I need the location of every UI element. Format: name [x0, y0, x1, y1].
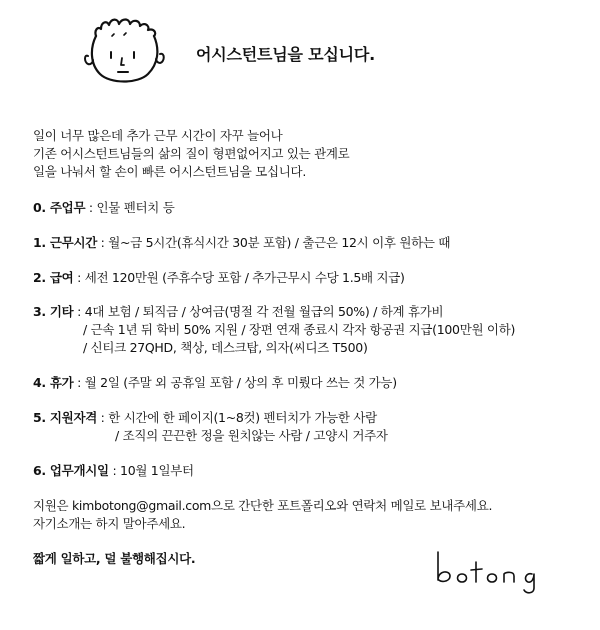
section-text: : 10월 1일부터	[108, 463, 194, 478]
intro-paragraph	[33, 127, 349, 181]
section-text: : 한 시간에 한 페이지(1~8컷) 펜터치가 가능한 사람	[97, 410, 377, 425]
section-text: : 4대 보험 / 퇴직금 / 상여금(명절 각 전월 월급의 50%) / 하계 휴가비	[73, 304, 444, 319]
apply-line: 자기소개는 하지 말아주세요.	[33, 516, 186, 531]
section-qualifications-continuation: / 조직의 끈끈한 정을 원치않는 사람 / 고양시 거주자	[115, 428, 388, 443]
intro-line: 일이 너무 많은데 추가 근무 시간이 자꾸 늘어나	[33, 128, 283, 143]
section-label: 6. 업무개시일	[33, 463, 109, 478]
cartoon-face-icon	[74, 8, 174, 88]
section-text: : 세전 120만원 (주휴수당 포함 / 추가근무시 수당 1.5배 지급)	[73, 270, 405, 285]
section-label: 4. 휴가	[33, 375, 74, 390]
section-main-work	[33, 199, 175, 217]
section-label: 3. 기타	[33, 304, 74, 319]
section-label: 2. 급여	[33, 270, 74, 285]
intro-line: 일을 나눠서 할 손이 빠른 어시스턴트님을 모십니다.	[33, 164, 306, 179]
closing-line: 짧게 일하고, 덜 불행해집시다.	[33, 551, 196, 566]
section-etc	[33, 303, 443, 321]
section-work-hours	[33, 234, 450, 252]
section-qualifications	[33, 409, 377, 427]
intro-line: 기존 어시스턴트님들의 삶의 질이 형편없어지고 있는 관계로	[33, 146, 350, 161]
section-vacation	[33, 374, 397, 392]
section-text: : 월 2일 (주말 외 공휴일 포함 / 상의 후 미뤘다 쓰는 것 가능)	[73, 375, 397, 390]
section-salary	[33, 269, 405, 287]
section-label: 0. 주업무	[33, 200, 86, 215]
apply-instructions	[33, 497, 492, 533]
page-title: 어시스턴트님을 모십니다.	[196, 45, 376, 64]
section-text: : 인물 펜터치 등	[85, 200, 175, 215]
handwritten-signature	[432, 546, 552, 596]
section-start-date	[33, 462, 194, 480]
section-label: 5. 지원자격	[33, 410, 97, 425]
apply-line: 지원은 kimbotong@gmail.com으로 간단한 포트폴리오와 연락처 메일로 보내주세요.	[33, 498, 493, 513]
section-label: 1. 근무시간	[33, 235, 97, 250]
section-etc-continuation: / 근속 1년 뒤 학비 50% 지원 / 장편 연재 종료시 각자 항공권 지급(100만원 이하)	[83, 322, 516, 337]
section-text: : 월~금 5시간(휴식시간 30분 포함) / 출근은 12시 이후 원하는 때	[97, 235, 451, 250]
section-etc-continuation: / 신티크 27QHD, 책상, 데스크탑, 의자(씨디즈 T500)	[83, 340, 368, 355]
